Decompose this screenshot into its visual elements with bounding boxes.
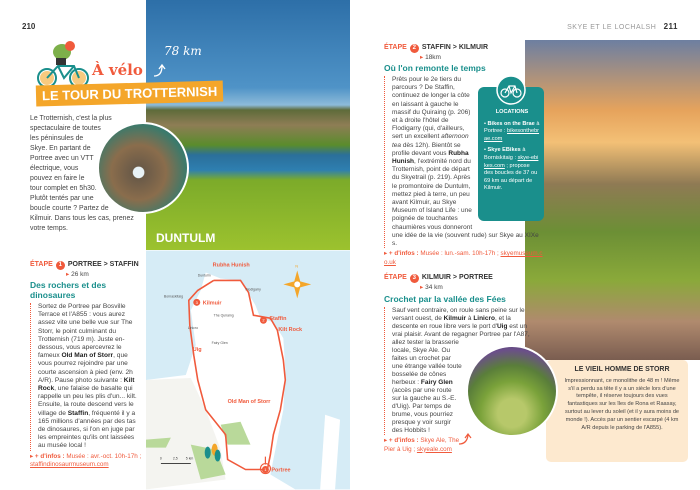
page-number-left: 210 (22, 22, 36, 31)
running-header (567, 22, 678, 31)
map-label-flodigarry: Flodigarry (245, 287, 261, 292)
etape-2-text: Prêts pour le 2e tiers du parcours ? De Staffin, continuez de longer la côte en laissant à gauche le massif du Quiraing (p. 206) et à droite l'hôtel de Flodigarry (qui, d'ailleurs, sert un excellent afternoon tea dès 12h). Bientôt se profile devant vous Rubha Hunish, l'extrémité nord du Trotternish, point de départ du Skyetrail (p. 219). Après le promontoire de Duntulm, mettez pied à terre, un peu avant Kilmuir, au Skye Museum of Island Life : une poignée de touchantes chaumières vous donneront une idée de la vie (souvent rude) sur Skye au XIXe s. (384, 76, 544, 248)
locations-box (478, 87, 544, 221)
map-label-rubha-hunish: Rubha Hunish (212, 262, 250, 269)
etape-3-info: ▸ + d'infos : Skye Ale, The Pier à Uig ; skyeale.com (384, 437, 460, 453)
north-label: N (295, 263, 299, 269)
trotternish-photo (146, 0, 350, 250)
old-man-of-storr-photo (525, 40, 700, 360)
etape-number: 2 (410, 44, 419, 53)
fairy-glen-photo (466, 345, 558, 437)
storr-box (546, 360, 688, 462)
kicker: À vélo (92, 61, 143, 79)
map-label-kilmuir: Kilmuir (202, 300, 222, 307)
map-label-duntulm: Duntulm (197, 273, 211, 278)
etape-1-header (30, 261, 142, 270)
etape-1-info: ▸ + d'infos : Musée : avr.-oct. 10h-17h ; staffindinosaurmuseum.com (30, 452, 142, 469)
etape-heading: Des rochers et des dinosaures (30, 280, 107, 300)
etape-heading: Où l'on remonte le temps (384, 63, 486, 73)
etape-route: STAFFIN > KILMUIR (421, 44, 488, 51)
map-label-portree: Portree (271, 467, 291, 474)
intro-text: Le Trotternish, c'est la plus spectaculaire de toutes les péninsules de Skye. En partant de Portree avec un VTT électrique, vous pouvez en faire le tour complet en 5h30. Plutôt tentés par une boucle courte ? Partez de Kilmuir. Dans tous les cas, prenez votre temps. (30, 115, 134, 232)
map-label-kilt-rock: Kilt Rock (278, 327, 303, 334)
cyclist-icon (36, 40, 91, 90)
etape-distance: ▸ 18km (384, 53, 544, 61)
map-label-quiraing: The Quiraing (213, 313, 234, 318)
museum-link[interactable]: staffindinosaurmuseum.com (30, 461, 109, 469)
map-label-linicro: Linicro (187, 326, 199, 331)
bikesonthebrae-link[interactable]: bikesonthebrae.com (484, 128, 540, 142)
etape-1-text: Sortez de Portree par Bosville Terrace et l'A855 : vous aurez assez vite une belle vue sur The Storr, le point culminant du Trotternish (719 m). Juste en-dessous, vous apercevrez le fameux Old Man of Storr, que vous pourrez rejoindre par une courte ascension à pied (env. 2h A/R). Pause photo suivante : Kilt Rock, une falaise de basalte qui rappelle un peu les plis d'un... kilt. Ensuite, la route descend vers le village de Staffin, fréquenté il y a 165 millions d'années par des tas de dinosaures, si l'on en juge par les empreintes qu'ils ont laissées au musée local ! (30, 303, 142, 451)
etape-3-text: Sauf vent contraire, on roule sans peine sur le versant ouest, de Kilmuir à Linicro, et la descente en roue libre vers le port d'Uig est un vrai plaisir. Avant de regagner Portree par l'A87, allez tester la brasserie locale, Skye Ale. Ou faites un crochet par une étrange vallée toute bosselée de cônes herbeux : Fairy Glen (accès par une route sur la gauche au S.-E. d'Uig). Par temps de brume, vous pourriez presque y voir surgir des Hobbits ! (384, 307, 534, 435)
location-item: • Skye EBikes à Borniskitaig : skye-ebikes.com ; propose des boucles de 37 ou 69 km au départ de Kilmuir. (484, 147, 539, 192)
etape-label: ÉTAPE (30, 261, 53, 268)
map-label-old-man-of-storr: Old Man of Storr (227, 398, 271, 405)
map-label-uig: Uig (192, 347, 202, 354)
section-title: SKYE ET LE LOCHALSH (567, 24, 657, 31)
storr-text: Impressionnant, ce monolithe de 48 m ! Même s'il a perdu sa tête il y a un siècle lors d'une tempête, il réserve toujours des vues fantastiques sur les îles de Rona et Raasay, surtout au lever du soleil (et il y aura moins de monde !). Accès par un sentier escarpé (4 km A/R depuis le parking de l'A855). (564, 377, 680, 431)
etape-distance: ▸ 26 km (30, 270, 142, 278)
etape-number: 3 (410, 274, 419, 283)
curved-arrow-icon (458, 432, 474, 446)
map-label-staffin: Staffin (269, 316, 287, 323)
duntulm-caption: DUNTULM (156, 231, 216, 245)
etape-1 (30, 261, 142, 470)
route-map (146, 250, 350, 490)
stop-3: 3 (195, 299, 198, 305)
bicycle-icon (496, 75, 526, 105)
waterfall-photo (97, 122, 189, 214)
page-title: LE TOUR DU TROTTERNISH (36, 81, 224, 107)
etape-label: ÉTAPE (384, 44, 407, 51)
locations-title: LOCATIONS (495, 109, 529, 115)
skyeale-link[interactable]: skyeale.com (416, 445, 452, 453)
location-item: • Bikes on the Brae à Portree : bikesonthebrae.com (484, 120, 540, 142)
stop-1: 1 (264, 467, 267, 473)
skyemuseum-link[interactable]: skyemuseum.co.uk (384, 250, 543, 266)
etape-label: ÉTAPE (384, 274, 407, 281)
etape-distance: ▸ 34 km (384, 283, 534, 291)
svg-text:2,5: 2,5 (172, 456, 178, 461)
curved-arrow-icon (152, 62, 168, 78)
svg-text:0: 0 (159, 456, 162, 461)
etape-2-info: ▸ + d'infos : Musée : lun.-sam. 10h-17h ; skyemuseum.co.uk (384, 250, 543, 266)
skye-ebikes-link[interactable]: skye-ebikes.com (484, 154, 539, 169)
svg-text:5 km: 5 km (185, 456, 194, 461)
etape-number: 1 (56, 261, 65, 270)
map-label-fairy-glen: Fairy Glen (211, 341, 228, 346)
stop-2: 2 (262, 317, 265, 323)
map-label-bornaskitaig: Bornaskitaig (163, 294, 184, 299)
etape-heading: Crochet par la vallée des Fées (384, 294, 506, 304)
distance-label: 78 km (164, 44, 202, 58)
etape-route: PORTREE > STAFFIN (67, 261, 139, 268)
page-number-right: 211 (663, 22, 678, 31)
etape-route: KILMUIR > PORTREE (421, 274, 493, 281)
storr-title: LE VIEIL HOMME DE STORR (574, 366, 670, 373)
